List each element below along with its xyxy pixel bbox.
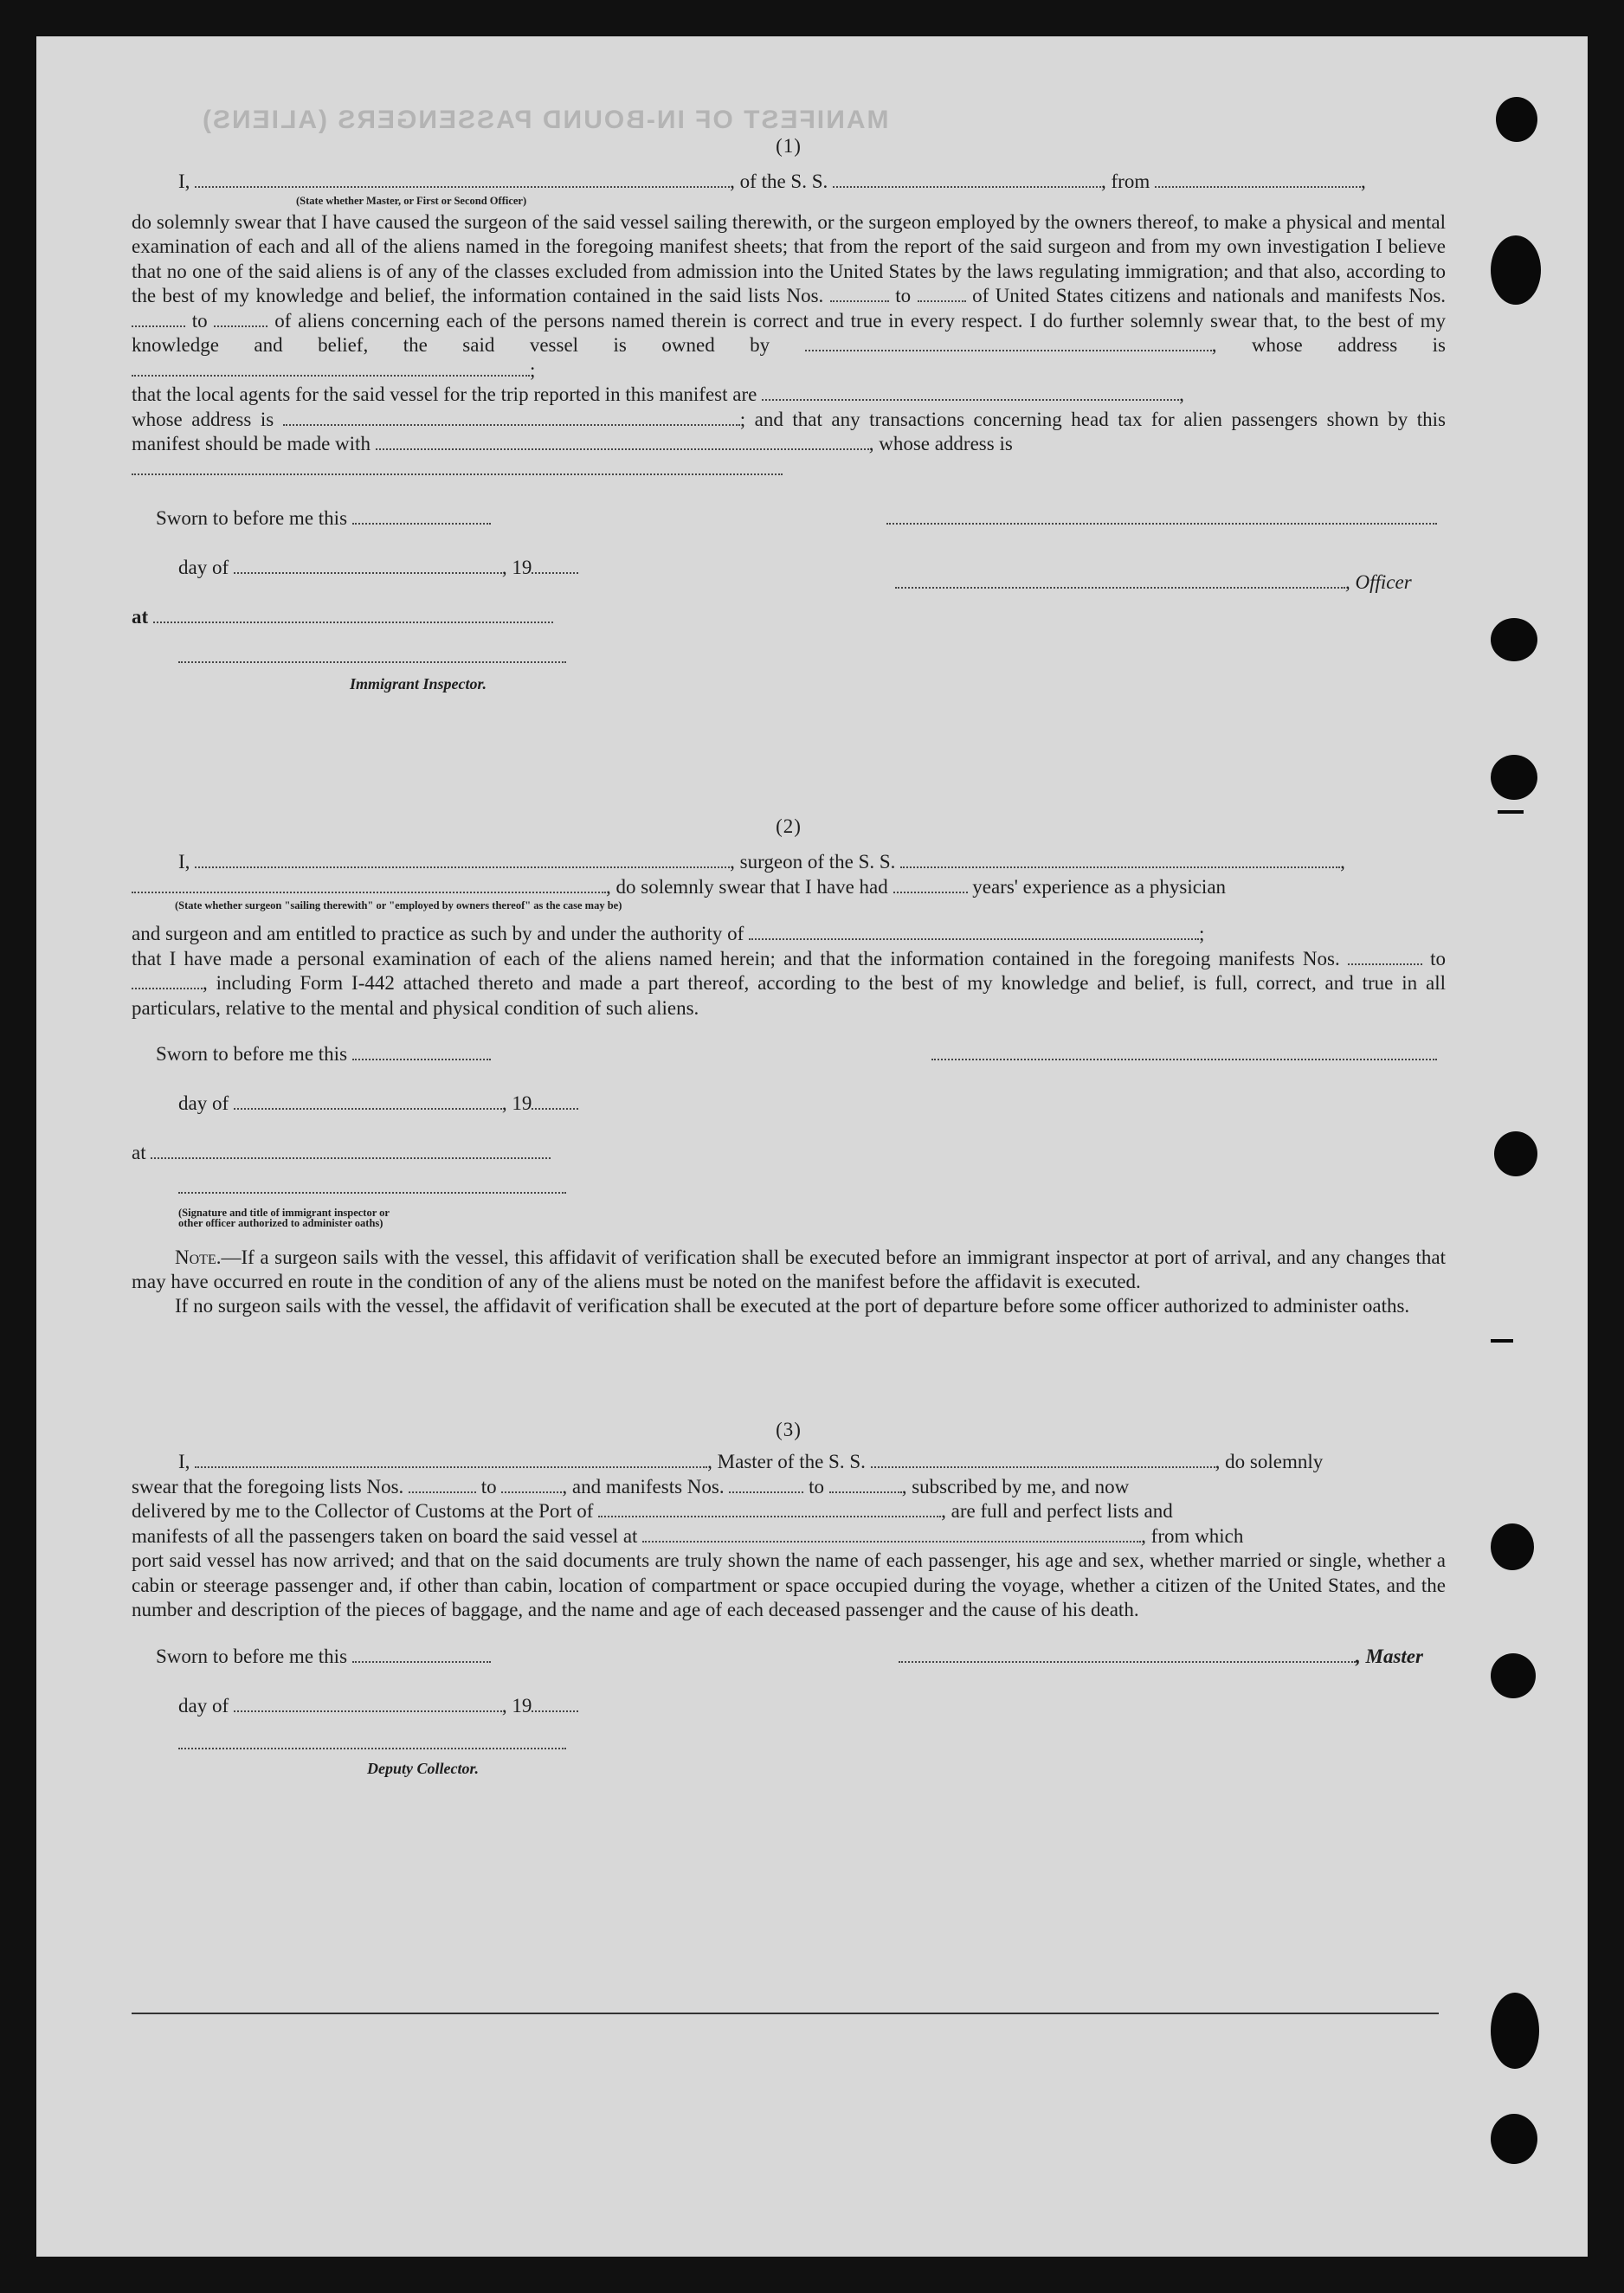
officer-hint: (State whether Master, or First or Second Officer) (296, 194, 527, 207)
note-block (132, 1246, 1446, 1318)
body-text: port said vessel has now arrived; and that on the said documents are truly shown the name of each passenger, his age and sex, whether married or single, whether a cabin or steerage passenger and, if other than cabin, location of compartment or space occupied during the voyage, whether a citizen of the United States, and the number and description of the pieces of baggage, and the name and age of each deceased passenger and the cause of his death. (132, 1549, 1446, 1620)
month-field[interactable] (234, 1092, 502, 1110)
comma: , (1360, 171, 1366, 192)
year-prefix: , 19 (501, 557, 532, 578)
year-field[interactable] (532, 1695, 578, 1712)
body-text: of United States citizens and nationals and manifests Nos. (972, 285, 1447, 306)
head-tax-party-field[interactable] (376, 433, 869, 450)
surgeon-hint: (State whether surgeon "sailing therewith" or "employed by owners thereof" as the case may be) (175, 899, 622, 911)
surgeon-signature-field[interactable] (931, 1043, 1437, 1060)
pronoun-label: I, (178, 1451, 190, 1472)
date-row (178, 1695, 578, 1717)
punch-hole (1491, 1653, 1536, 1698)
experience-label: , do solemnly swear that I have had (606, 875, 888, 898)
lists-from-field[interactable] (830, 285, 889, 302)
body-text: swear that the foregoing lists Nos. (132, 1475, 404, 1498)
section-surgeon-oath (132, 815, 1446, 1318)
officer-label: , Officer (1345, 571, 1412, 593)
note-text: If no surgeon sails with the vessel, the affidavit of verification shall be executed at the port of departure before some officer authorized to administer oaths. (175, 1295, 1410, 1317)
affidavit-document (132, 95, 1446, 1793)
body-text: and surgeon and am entitled to practice as such by and under the authority of (132, 923, 744, 944)
note-label: Note. (175, 1246, 222, 1268)
punch-hole (1491, 235, 1541, 305)
day-of-label: day of (178, 1694, 229, 1717)
from-label: , from (1101, 171, 1150, 192)
year-prefix: , 19 (501, 1092, 532, 1114)
physician-label: years' experience as a physician (972, 875, 1227, 898)
vessel-label: , of the S. S. (730, 171, 828, 192)
place-row (132, 1142, 551, 1164)
year-prefix: , 19 (501, 1694, 532, 1717)
sworn-row (156, 507, 491, 530)
pronoun-label: I, (178, 851, 190, 873)
inspector-signature-row (178, 646, 566, 668)
body-text: , whose address is (1211, 334, 1447, 356)
section-master-lists-oath (132, 1419, 1446, 1793)
master-manifests-to-field[interactable] (829, 1476, 902, 1493)
body-text: that I have made a personal examination of each of the aliens named herein; and that the information contained in the foregoing manifests Nos. (132, 947, 1340, 969)
body-text: to (1430, 947, 1447, 969)
body-text: ; (1199, 923, 1205, 944)
officer-title-row (895, 571, 1412, 594)
collector-signature-field[interactable] (178, 1732, 566, 1749)
section-number: (3) (776, 1419, 802, 1440)
month-field[interactable] (234, 1695, 502, 1712)
edge-mark (1491, 1339, 1513, 1343)
surgeon-signature-row (931, 1043, 1437, 1066)
pronoun-label: I, (178, 171, 190, 192)
master-manifests-from-field[interactable] (729, 1476, 803, 1493)
body-text: manifests of all the passengers taken on board the said vessel at (132, 1524, 638, 1547)
embark-line (132, 1524, 1446, 1549)
sworn-row (156, 1646, 491, 1668)
surgeon-experience-line (132, 875, 1446, 900)
surgeon-status-field[interactable] (132, 876, 606, 893)
master-name-field[interactable] (195, 1451, 707, 1468)
body-text: to (895, 285, 912, 306)
at-label: at (132, 606, 149, 628)
caption-line: other officer authorized to administer oaths) (178, 1217, 383, 1229)
officer-title-field[interactable] (895, 571, 1345, 589)
punch-hole (1491, 618, 1537, 661)
sworn-label: Sworn to before me this (156, 1043, 348, 1065)
body-text: delivered by me to the Collector of Customs at the Port of (132, 1500, 594, 1522)
owner-address-field[interactable] (132, 359, 530, 377)
body-text: , including Form I-442 attached thereto and made a part thereof, according to the best of my knowledge and belief, is full, correct, and true in all particulars, relative to the mental and physical condition of such aliens. (132, 972, 1446, 1019)
note-text: —If a surgeon sails with the vessel, this affidavit of verification shall be executed before an immigrant inspector at port of arrival, and any changes that may have occurred en route in the condition of any of the aliens must be noted on the manifest before the affidavit is executed. (132, 1246, 1446, 1292)
vessel-name-field[interactable] (833, 171, 1101, 188)
owner-field[interactable] (805, 334, 1212, 351)
master-signature-field[interactable] (899, 1646, 1356, 1663)
body-text: to (480, 1475, 497, 1498)
officer-name-field[interactable] (195, 171, 730, 188)
year-field[interactable] (532, 557, 578, 574)
sworn-day-field[interactable] (352, 1646, 491, 1663)
authority-field[interactable] (749, 923, 1199, 940)
section-master-oath (132, 135, 1446, 732)
body-text: to (191, 309, 208, 332)
section-number: (2) (776, 815, 802, 837)
punch-hole (1494, 1131, 1537, 1176)
years-experience-field[interactable] (893, 876, 968, 893)
master-signature-row (899, 1646, 1423, 1668)
punch-hole (1491, 2114, 1537, 2164)
punch-hole (1491, 1523, 1534, 1570)
section2-signatures (132, 1043, 1446, 1235)
head-tax-address-field[interactable] (132, 458, 783, 475)
master-label: , Master (1356, 1645, 1423, 1667)
body-text: whose address is (132, 408, 274, 430)
body-text: do solemnly swear that I have caused the surgeon of the said vessel sailing therewith, or the surgeon employed by the owners thereof, to make a physical and mental examination of each and all of the aliens named in the foregoing manifest sheets; that from the report of the said surgeon and from my own investigation I believe that no one of the said aliens is of any of the classes excluded from admission into the United States by the laws regulating immigration; and that also, according to the best of my knowledge and belief, the information contained in the said lists Nos. (132, 210, 1446, 306)
body-text: , (1179, 383, 1184, 405)
surgeon-vessel-field[interactable] (900, 851, 1340, 868)
agents-address-field[interactable] (283, 409, 740, 426)
from-port-field[interactable] (1155, 171, 1361, 188)
place-field[interactable] (153, 606, 553, 623)
surgeon-manifests-to-field[interactable] (132, 972, 203, 989)
caption-line: (Signature and title of immigrant inspector or (178, 1207, 390, 1219)
body-text: , subscribed by me, and now (901, 1475, 1130, 1498)
section1-signatures (132, 507, 1446, 732)
signature-caption (178, 1208, 390, 1228)
punch-hole (1491, 755, 1537, 800)
inspector-signature-row (178, 1176, 566, 1199)
collector-caption: Deputy Collector. (367, 1759, 479, 1777)
sworn-label: Sworn to before me this (156, 1645, 348, 1667)
collector-line (132, 1499, 1446, 1524)
lists-line (132, 1475, 1446, 1500)
surgeon-manifests-from-field[interactable] (1348, 948, 1422, 965)
surgeon-line (132, 850, 1446, 875)
agents-field[interactable] (762, 383, 1179, 401)
collector-signature-row (178, 1732, 566, 1755)
bleed-through-header: MANIFEST OF IN-BOUND PASSENGERS (ALIENS) (201, 106, 889, 134)
solemnly-label: , do solemnly (1215, 1451, 1324, 1472)
inspector-signature-field[interactable] (178, 1176, 566, 1194)
sworn-label: Sworn to before me this (156, 507, 348, 529)
section2-body (132, 922, 1446, 1021)
day-of-label: day of (178, 557, 229, 578)
date-row (178, 1092, 578, 1115)
surgeon-vessel-label: , surgeon of the S. S. (730, 851, 896, 873)
manifests-from-field[interactable] (132, 310, 185, 327)
surgeon-name-field[interactable] (195, 851, 730, 868)
body-text: that the local agents for the said vessel for the trip reported in this manifest are (132, 383, 757, 405)
body-text: ; and that any transactions concerning head tax for alien passengers shown by this manifest should be made with (132, 408, 1447, 454)
comma: , (1340, 851, 1345, 873)
master-vessel-label: , Master of the S. S. (707, 1451, 866, 1472)
punch-hole (1491, 1993, 1539, 2069)
master-lists-to-field[interactable] (501, 1476, 562, 1493)
body-text: to (809, 1475, 824, 1498)
officer-signature-field[interactable] (886, 507, 1437, 525)
sworn-day-field[interactable] (352, 507, 491, 525)
place-row (132, 606, 553, 628)
master-vessel-field[interactable] (871, 1451, 1215, 1468)
inspector-caption: Immigrant Inspector. (350, 675, 487, 692)
at-label: at (132, 1142, 146, 1163)
year-field[interactable] (532, 1092, 578, 1110)
date-row (178, 557, 578, 579)
section1-body (132, 210, 1446, 482)
officer-signature-row (886, 507, 1437, 530)
section3-signatures (132, 1646, 1446, 1793)
master-lists-from-field[interactable] (409, 1476, 476, 1493)
section3-body (132, 1450, 1446, 1623)
body-text: , from which (1141, 1524, 1244, 1547)
master-line (132, 1450, 1446, 1475)
officer-line (132, 170, 1446, 195)
bottom-rule (132, 2013, 1439, 2014)
port-field[interactable] (598, 1500, 941, 1517)
sworn-row (156, 1043, 491, 1066)
body-text: of aliens concerning each of the persons named therein is correct and true in every respect. I do further solemnly swear that, to the best of my knowledge and belief, the said vessel is owned by (132, 309, 1447, 356)
day-of-label: day of (178, 1092, 229, 1114)
manifests-to-field[interactable] (214, 310, 267, 327)
punch-hole (1496, 97, 1537, 142)
section-number: (1) (776, 135, 802, 157)
lists-to-field[interactable] (918, 285, 966, 302)
body-text: , whose address is (868, 433, 1013, 454)
month-field[interactable] (234, 557, 502, 574)
embark-port-field[interactable] (642, 1525, 1141, 1543)
place-field[interactable] (151, 1142, 551, 1159)
edge-mark (1498, 810, 1524, 814)
inspector-signature-field[interactable] (178, 646, 566, 663)
sworn-day-field[interactable] (352, 1043, 491, 1060)
body-text: , are full and perfect lists and (941, 1500, 1173, 1522)
body-text: , and manifests Nos. (562, 1475, 725, 1498)
body-text: ; (530, 358, 536, 381)
